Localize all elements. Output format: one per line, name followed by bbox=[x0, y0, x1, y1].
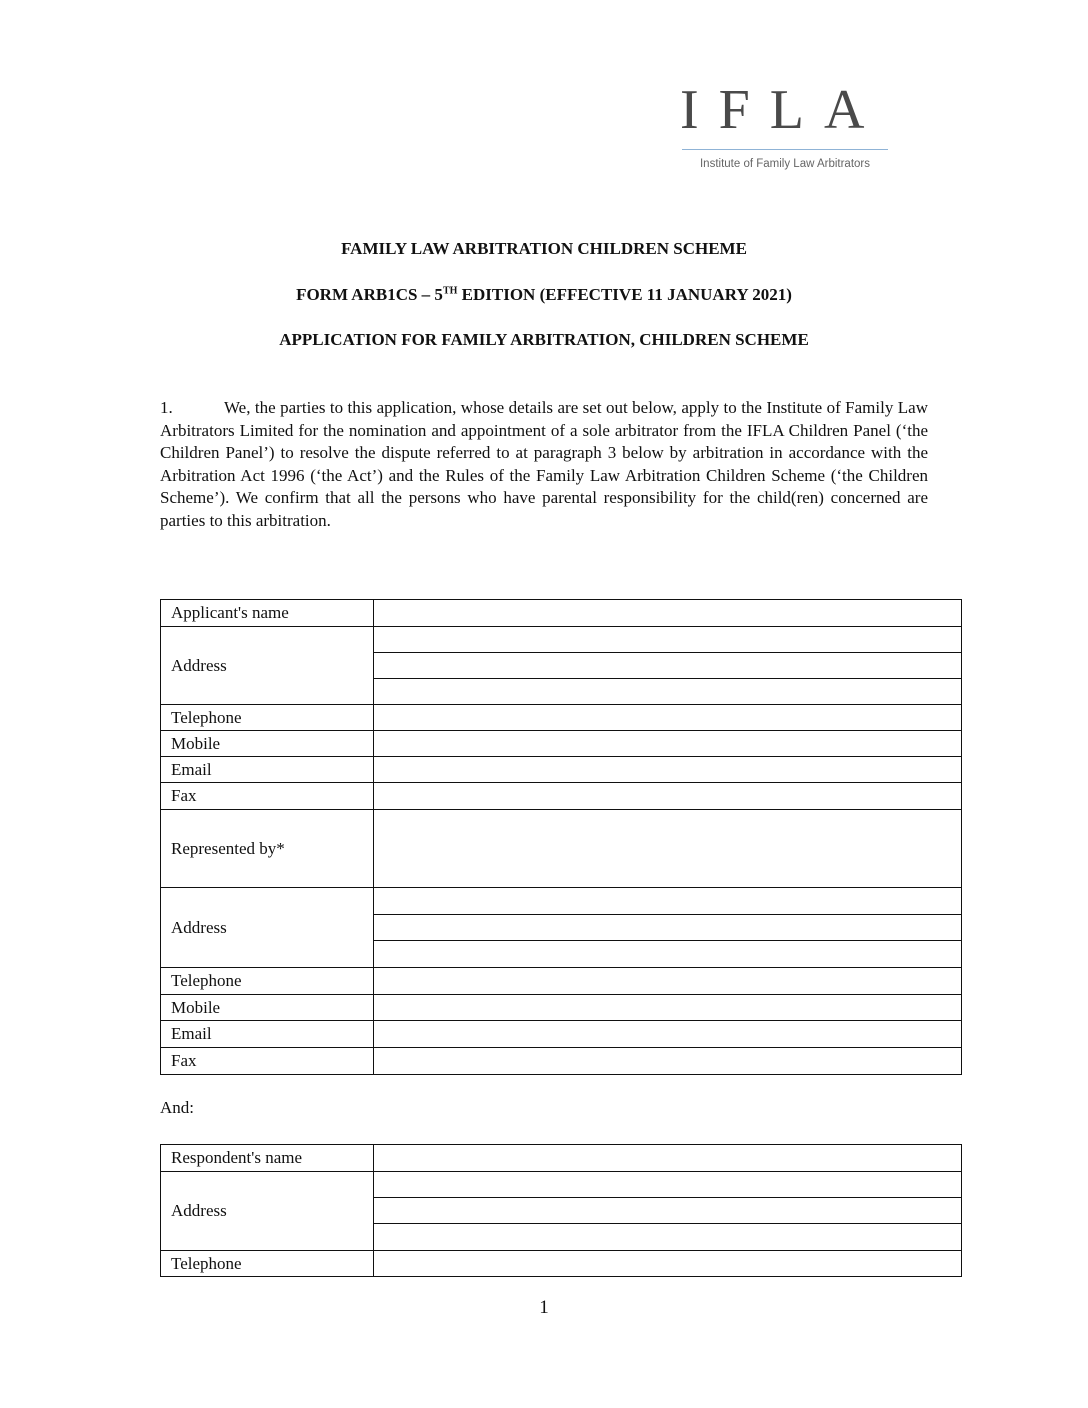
table-row bbox=[161, 1251, 962, 1277]
applicant-fax-field[interactable] bbox=[374, 783, 962, 810]
rep-telephone-field[interactable] bbox=[374, 968, 962, 995]
ifla-logo bbox=[680, 79, 890, 170]
logo-subtitle: Institute of Family Law Arbitrators bbox=[699, 158, 870, 170]
respondent-address-line-3[interactable] bbox=[374, 1224, 962, 1251]
applicant-email-field[interactable] bbox=[374, 757, 962, 783]
rep-address-line-1[interactable] bbox=[374, 888, 962, 915]
respondent-address-label: Address bbox=[161, 1172, 374, 1251]
applicant-address-line-1[interactable] bbox=[374, 627, 962, 653]
applicant-fax-label: Fax bbox=[161, 783, 374, 810]
applicant-mobile-label: Mobile bbox=[161, 731, 374, 757]
rep-email-label: Email bbox=[161, 1021, 374, 1048]
rep-address-line-3[interactable] bbox=[374, 941, 962, 968]
and-text: And: bbox=[160, 1098, 194, 1117]
rep-address-label: Address bbox=[161, 888, 374, 968]
represented-by-label: Represented by* bbox=[161, 810, 374, 888]
respondent-table bbox=[160, 1144, 962, 1277]
table-row bbox=[161, 995, 962, 1021]
form-heading bbox=[0, 285, 1088, 305]
respondent-address-line-2[interactable] bbox=[374, 1198, 962, 1224]
table-row bbox=[161, 1145, 962, 1172]
application-heading: APPLICATION FOR FAMILY ARBITRATION, CHILDREN SCHEME bbox=[279, 330, 809, 349]
form-heading-sup: TH bbox=[442, 285, 458, 297]
table-row bbox=[161, 888, 962, 915]
rep-mobile-label: Mobile bbox=[161, 995, 374, 1021]
table-row bbox=[161, 1021, 962, 1048]
logo-mark: IFLA bbox=[680, 79, 885, 141]
applicant-address-line-2[interactable] bbox=[374, 653, 962, 679]
rep-email-field[interactable] bbox=[374, 1021, 962, 1048]
table-row bbox=[161, 1048, 962, 1075]
form-heading-part2: EDITION (EFFECTIVE 11 JANUARY 2021) bbox=[457, 285, 792, 304]
respondent-address-line-1[interactable] bbox=[374, 1172, 962, 1198]
table-row bbox=[161, 600, 962, 627]
rep-address-line-2[interactable] bbox=[374, 915, 962, 941]
applicant-telephone-field[interactable] bbox=[374, 705, 962, 731]
applicant-name-field[interactable] bbox=[374, 600, 962, 627]
represented-by-field[interactable] bbox=[374, 810, 962, 888]
rep-fax-field[interactable] bbox=[374, 1048, 962, 1075]
table-row bbox=[161, 731, 962, 757]
respondent-name-field[interactable] bbox=[374, 1145, 962, 1172]
applicant-email-label: Email bbox=[161, 757, 374, 783]
paragraph-text: We, the parties to this application, whose details are set out below, apply to the Institute of Family Law Arbitrators Limited for the nomination and appointment of a sole arbitrator from the IFLA Children Panel (‘the Children Panel’) to resolve the dispute referred to at paragraph 3 below by arbitration in accordance with the Arbitration Act 1996 (‘the Act’) and the Rules of the Family Law Arbitration Children Scheme (‘the Children Scheme’). We confirm that all the persons who have parental responsibility for the child(ren) concerned are parties to this arbitration. bbox=[160, 398, 928, 530]
applicant-address-line-3[interactable] bbox=[374, 679, 962, 705]
logo-divider bbox=[682, 149, 888, 150]
applicant-telephone-label: Telephone bbox=[161, 705, 374, 731]
rep-mobile-field[interactable] bbox=[374, 995, 962, 1021]
respondent-telephone-field[interactable] bbox=[374, 1251, 962, 1277]
table-row bbox=[161, 627, 962, 653]
table-row bbox=[161, 783, 962, 810]
applicant-name-label: Applicant's name bbox=[161, 600, 374, 627]
respondent-name-label: Respondent's name bbox=[161, 1145, 374, 1172]
scheme-heading: FAMILY LAW ARBITRATION CHILDREN SCHEME bbox=[341, 239, 747, 258]
form-heading-part1: FORM ARB1CS – 5 bbox=[296, 285, 443, 304]
applicant-mobile-field[interactable] bbox=[374, 731, 962, 757]
applicant-table bbox=[160, 599, 962, 1075]
rep-telephone-label: Telephone bbox=[161, 968, 374, 995]
table-row bbox=[161, 1172, 962, 1198]
table-row bbox=[161, 705, 962, 731]
respondent-telephone-label: Telephone bbox=[161, 1251, 374, 1277]
rep-fax-label: Fax bbox=[161, 1048, 374, 1075]
table-row bbox=[161, 810, 962, 888]
paragraph-number: 1. bbox=[160, 398, 173, 417]
page-number: 1 bbox=[539, 1297, 549, 1318]
table-row bbox=[161, 968, 962, 995]
table-row bbox=[161, 757, 962, 783]
paragraph-1 bbox=[160, 397, 928, 532]
applicant-address-label: Address bbox=[161, 627, 374, 705]
